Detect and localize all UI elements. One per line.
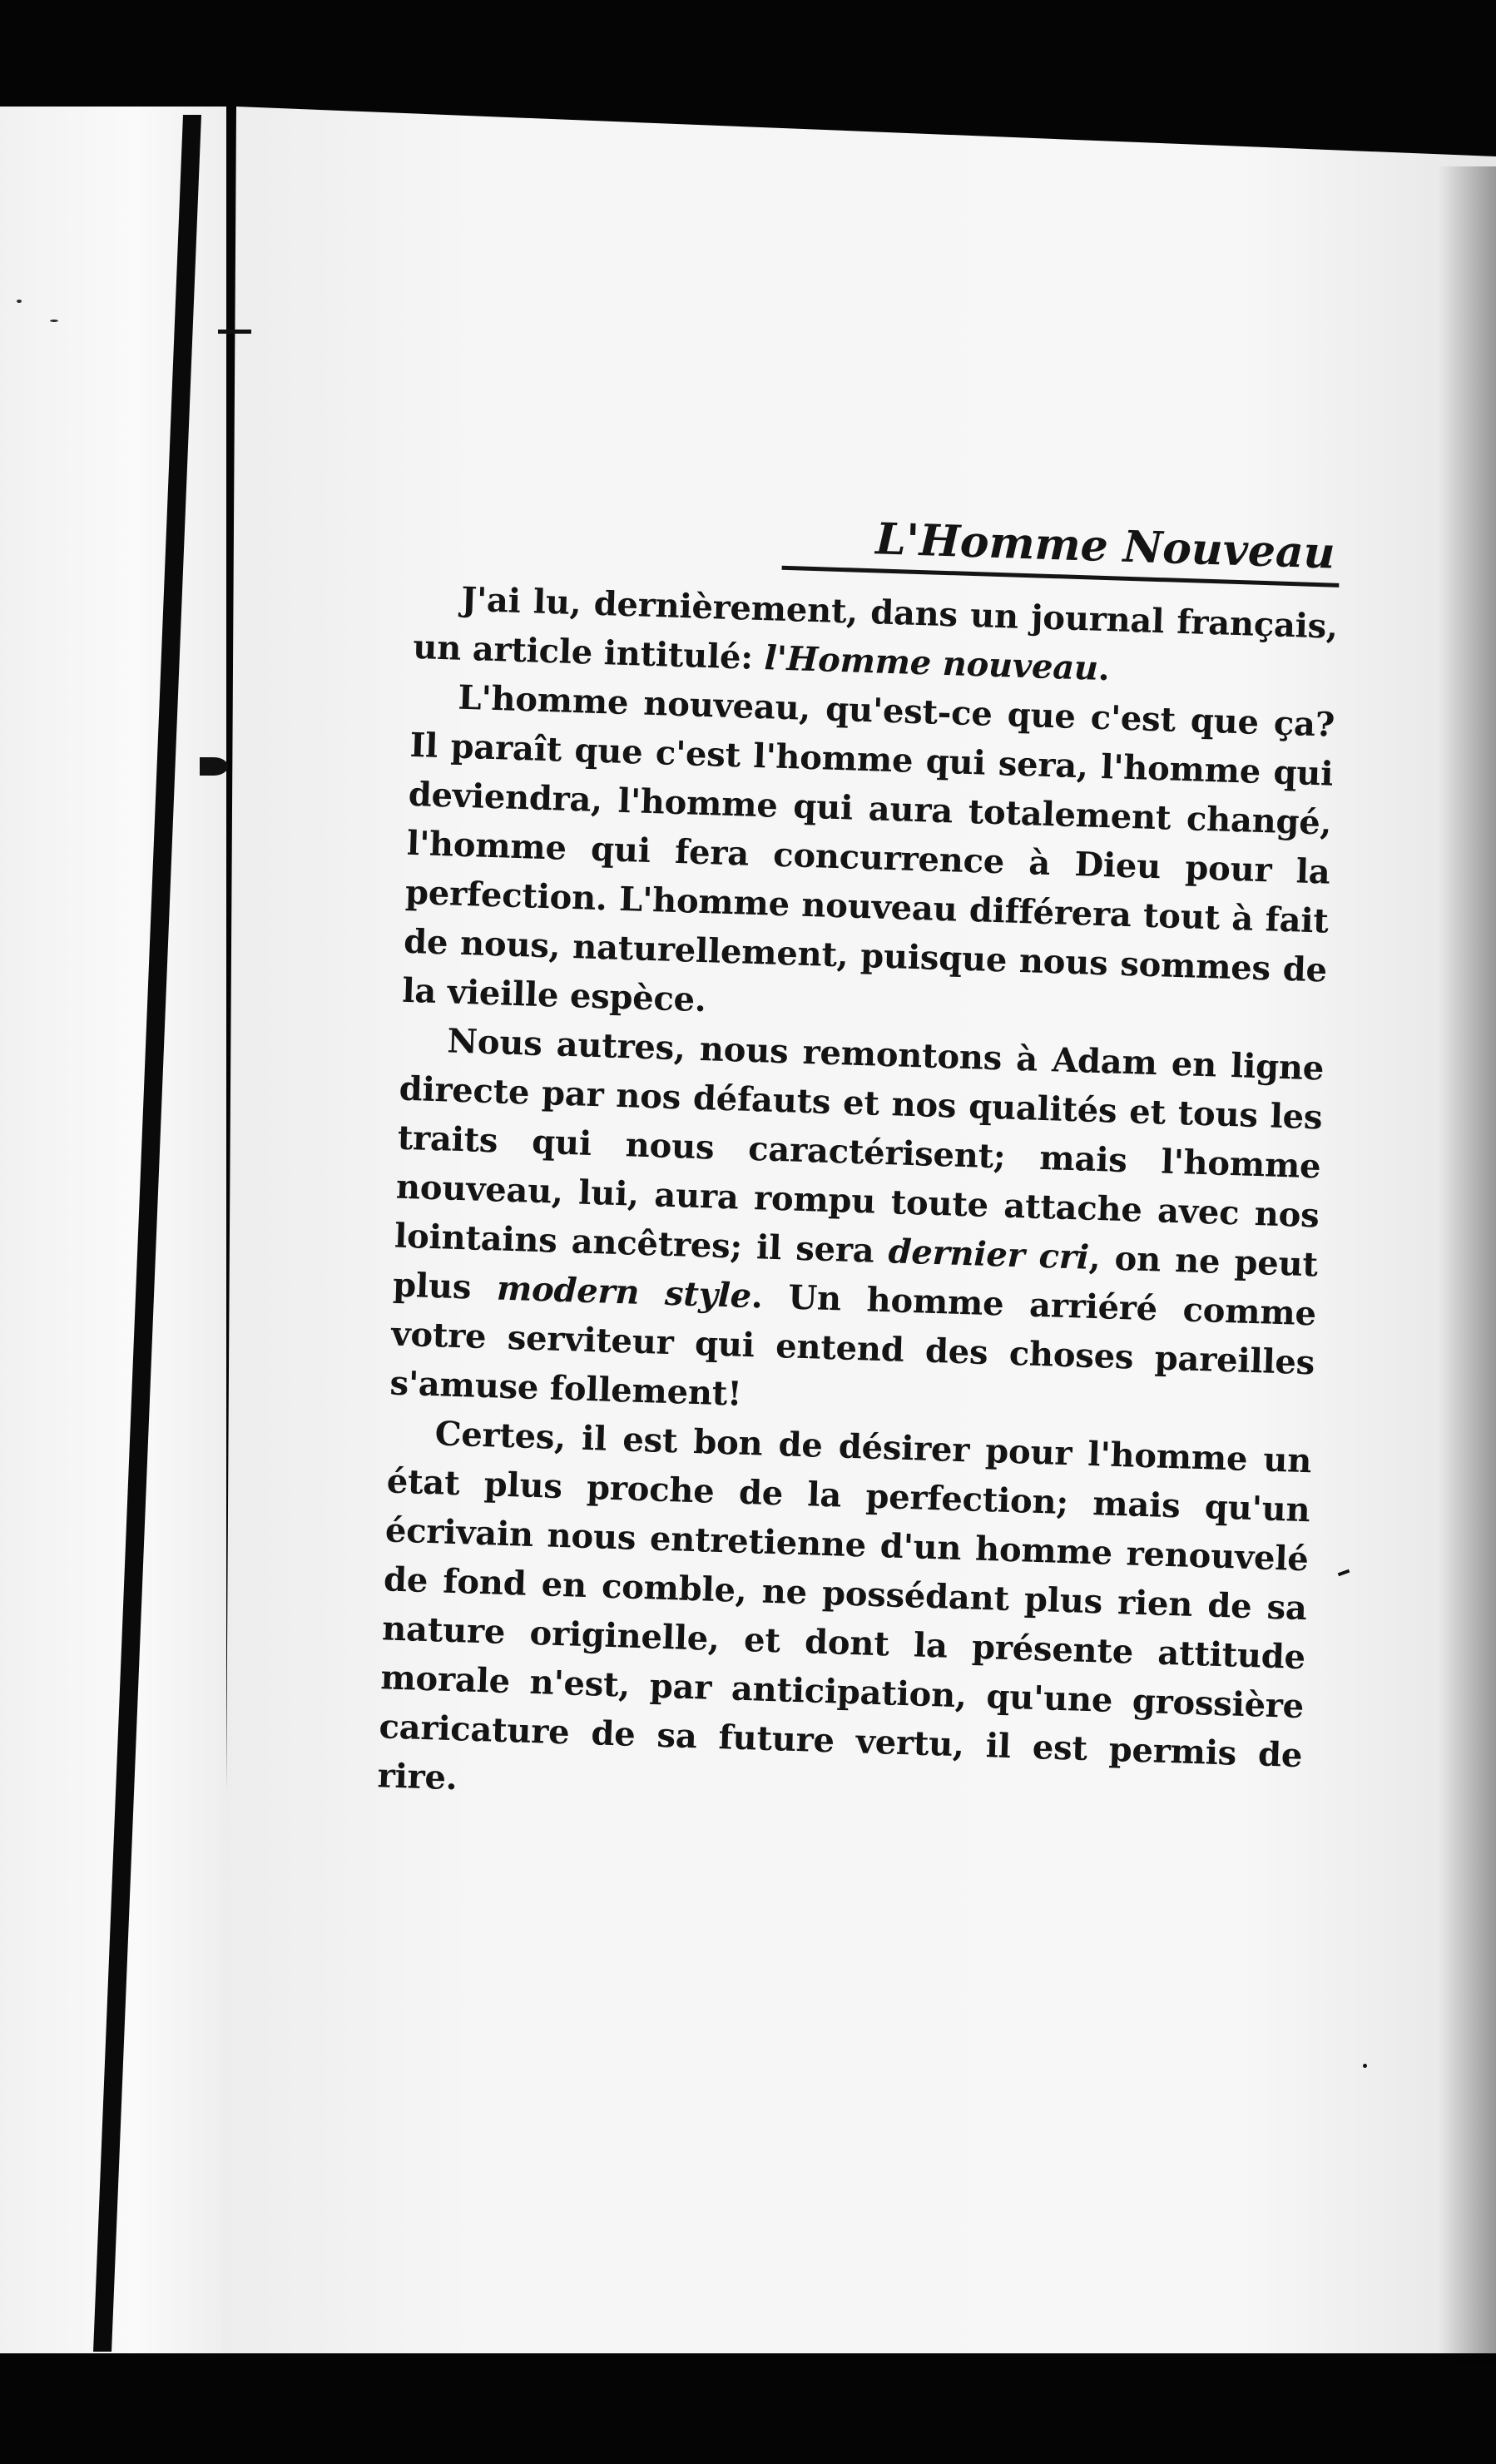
paper-speck [1363, 2064, 1367, 2068]
paragraph-1-text: J'ai lu, dernièrement, dans un journal français, un article intitulé: [412, 580, 1339, 678]
page-edge-shadow [1438, 166, 1496, 2363]
paragraph-1-end: . [1097, 649, 1111, 689]
paragraph-1-italic-title: l'Homme nouveau [763, 638, 1099, 689]
paragraph-3 [389, 1015, 1325, 1437]
paragraph-3-end: . Un homme arriéré comme votre serviteur qui entend des choses pareilles s'amuse follement! [389, 1277, 1317, 1415]
paragraph-3-italic-1: dernier cri [887, 1232, 1090, 1278]
page-speck [50, 320, 58, 322]
page-title: L'Homme Nouveau [782, 511, 1341, 587]
page-speck [17, 300, 22, 303]
paragraph-2: L'homme nouveau, qu'est-ce que c'est que ça? Il paraît que c'est l'homme qui sera, l'homme qui deviendra, l'homme qui aura totalement changé, l'homme qui fera concurrence à Dieu pour la perfection. L'homme nouveau différera tout à fait de nous, naturellement, puisque nous sommes de la vieille espèce. [401, 678, 1335, 1020]
article [377, 499, 1341, 1829]
paragraph-4: Certes, il est bon de désirer pour l'homme un état plus proche de la perfection; mais qu'un écrivain nous entretienne d'un homme renouvelé de fond en comble, ne possédant plus rien de sa nature originelle, et dont la présente attitude morale n'est, par anticipation, qu'une grossière caricature de sa future vertu, il est permis de rire. [377, 1414, 1312, 1798]
spine-notch [200, 757, 228, 776]
paragraph-3-text: Nous autres, nous remontons à Adam en ligne directe par nos défauts et nos qualités et tous les traits qui nous caractérisent; mais l'homme nouveau, lui, aura rompu toute attache avec nos lointains ancêtres; il sera [394, 1021, 1325, 1272]
paragraph-3-middle: , on ne peut plus [392, 1238, 1319, 1308]
spine-notch [218, 330, 251, 334]
paragraph-3-italic-2: modern style [496, 1268, 752, 1316]
